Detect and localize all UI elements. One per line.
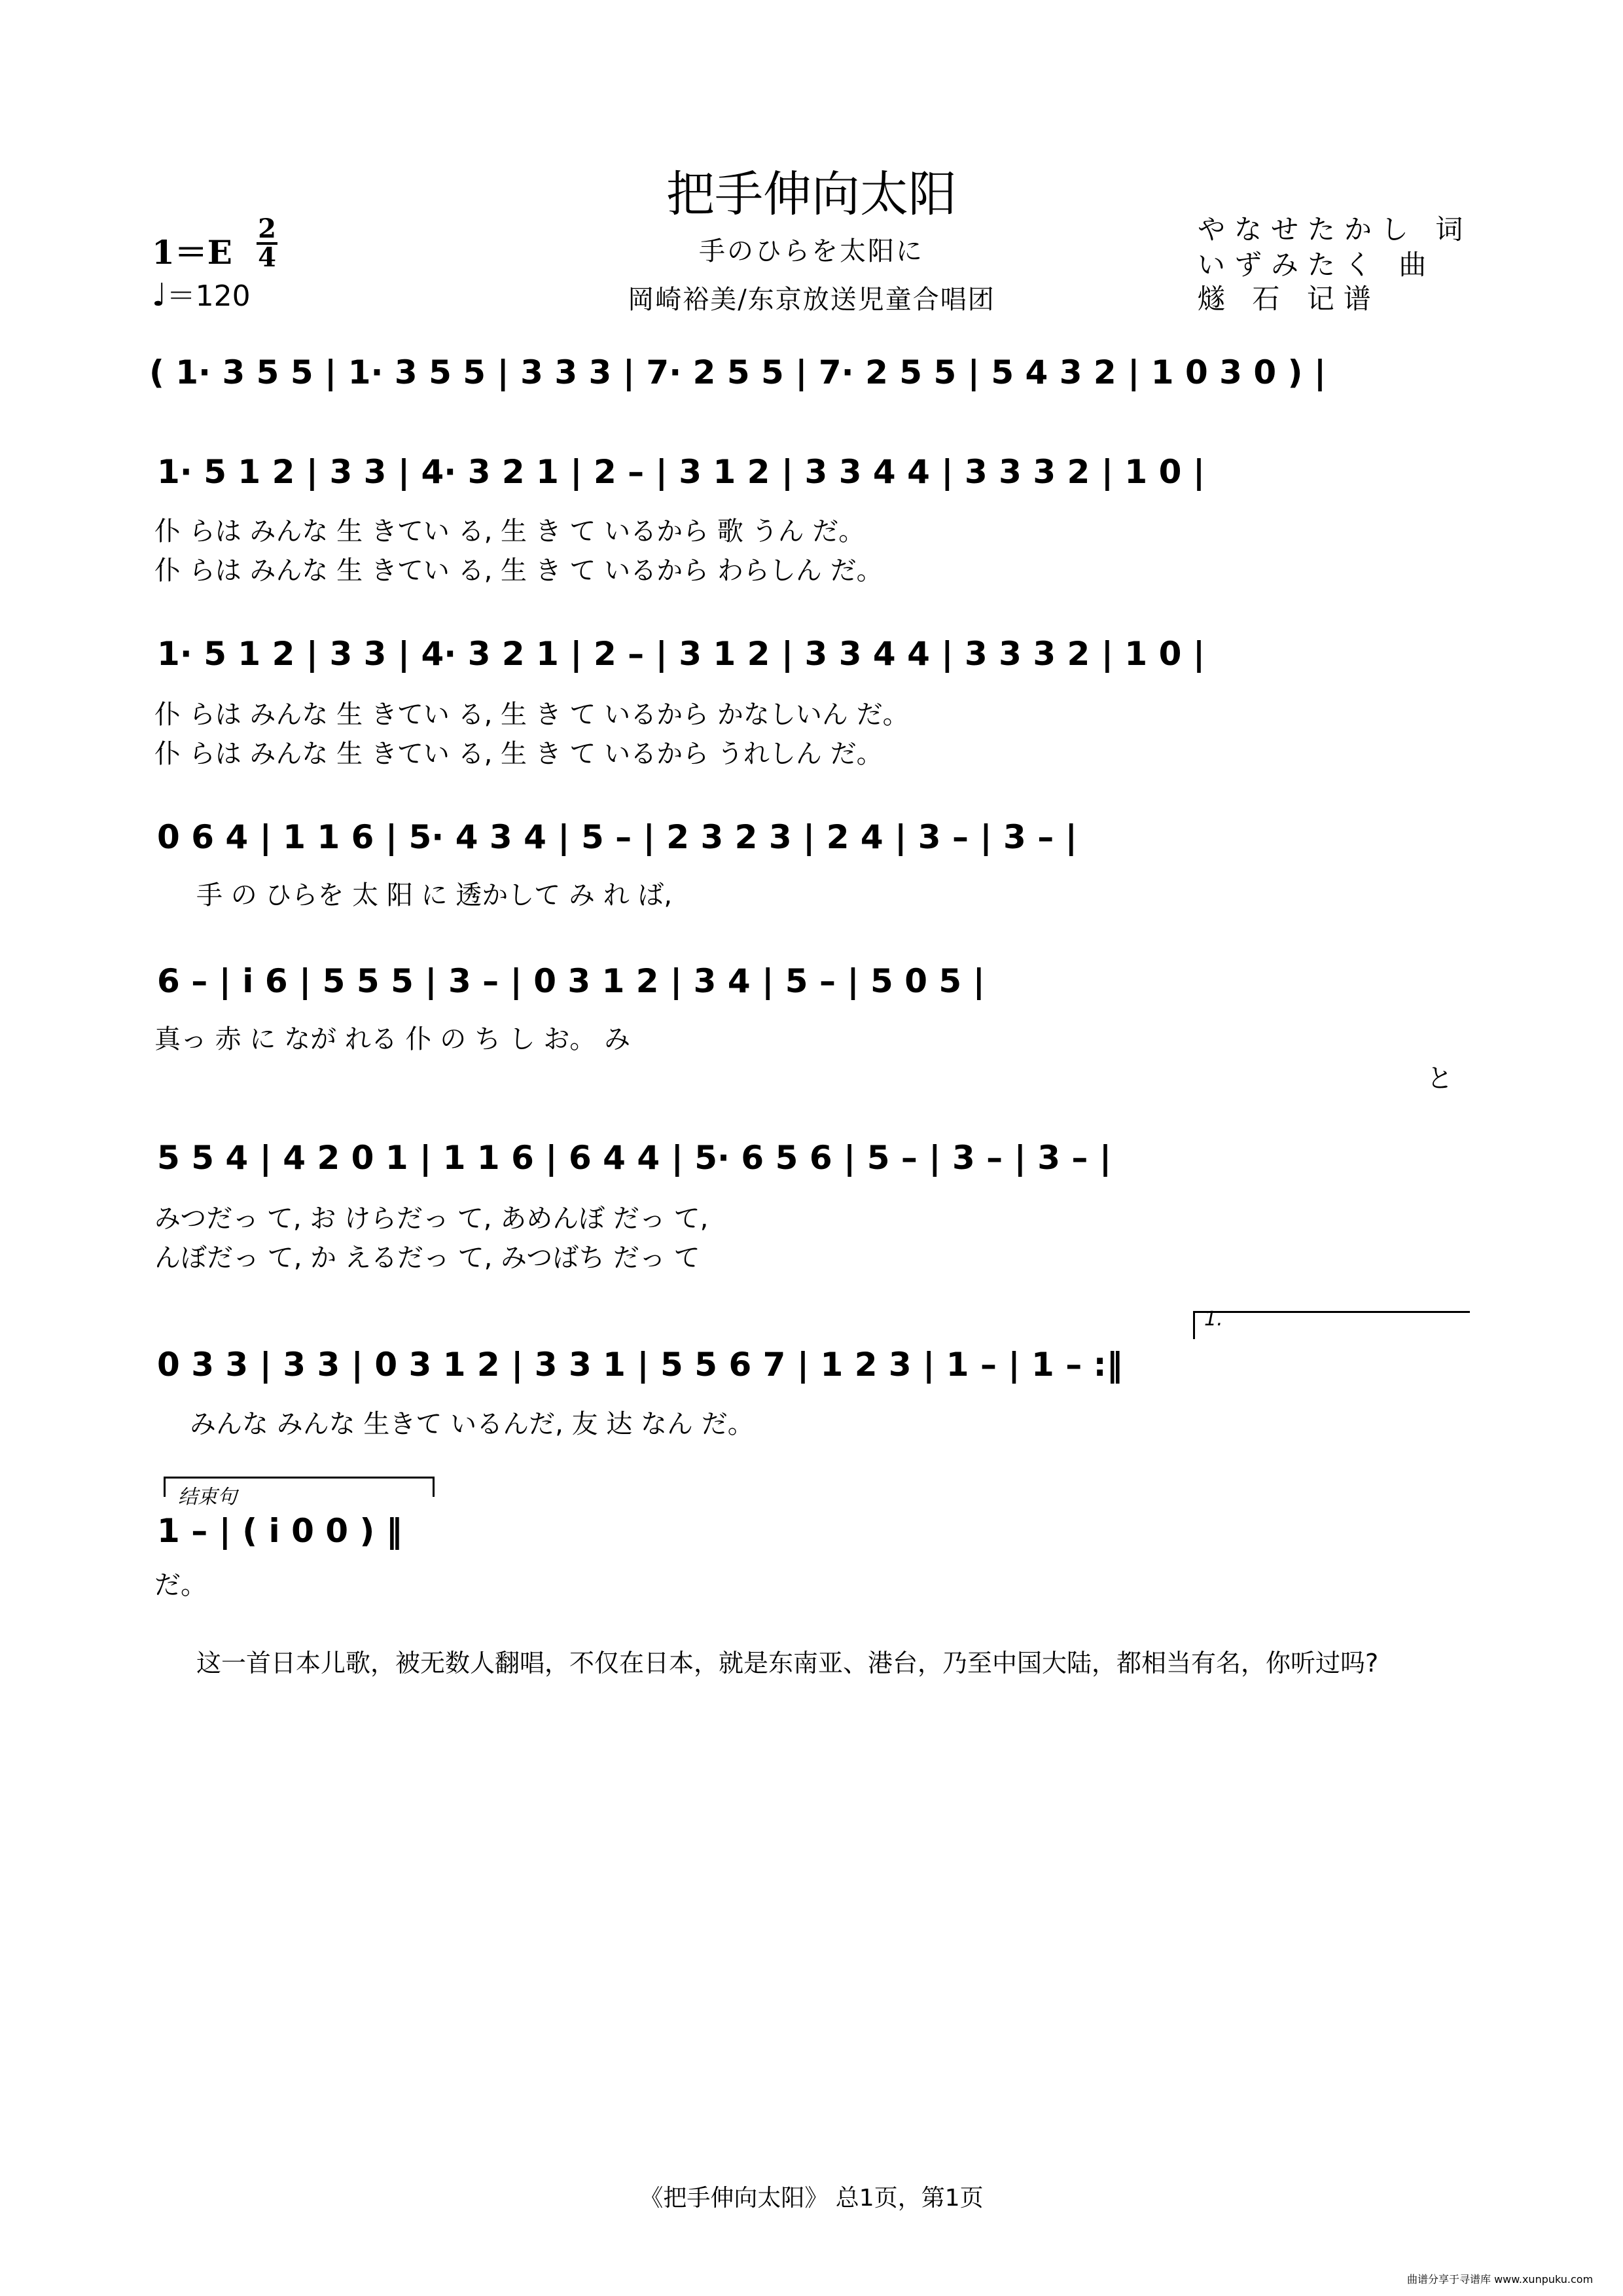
score-system-6: 5 5 4 | 4 2 0 1 | 1 1 6 | 6 4 4 | 5· 6 5 6 | 5 – | 3 – | 3 – | [157, 1139, 1112, 1177]
time-signature [254, 213, 280, 273]
lyricist-credit: やなせたかし 词 [1198, 213, 1472, 245]
lyrics-line: みつだっ て, お けらだっ て, あめんぼ だっ て, [154, 1204, 709, 1234]
subtitle: 手のひらを太阳に [699, 236, 924, 266]
performers: 岡崎裕美/东京放送児童合唱团 [628, 285, 995, 315]
lyrics-line: 真っ 赤 に なが れる 仆 の ち し お。 み [154, 1024, 631, 1054]
tempo-value: ＝120 [166, 279, 251, 313]
score-system-1: ( 1· 3 5 5 | 1· 3 5 5 | 3 3 3 | 7· 2 5 5 | 7· 2 5 5 | 5 4 3 2 | 1 0 3 0 ) | [149, 353, 1327, 391]
time-signature-bottom: 4 [258, 242, 276, 273]
quarter-note-icon: ♩ [152, 277, 167, 314]
watermark: 曲谱分享于寻谱库 www.xunpuku.com [1407, 2273, 1594, 2286]
lyrics-line: んぼだっ て, か えるだっ て, みつばち だっ て [154, 1243, 700, 1273]
lyrics-line: みんな みんな 生きて いるんだ, 友 达 なん だ。 [190, 1409, 754, 1439]
volta-label: 1. [1204, 1308, 1223, 1331]
page-footer: 《把手伸向太阳》 总1页，第1页 [639, 2185, 984, 2212]
page-title: 把手伸向太阳 [666, 166, 957, 223]
key-signature: 1＝E [152, 233, 232, 272]
lyrics-line: 仆 らは みんな 生 きてい る, 生 き て いるから 歌 うん だ。 [154, 516, 865, 547]
lyrics-line: 仆 らは みんな 生 きてい る, 生 き て いるから わらしん だ。 [154, 556, 883, 586]
composer-credit: いずみたく 曲 [1198, 249, 1436, 281]
volta-bracket [1193, 1311, 1470, 1339]
score-system-5: 6 – | i 6 | 5 5 5 | 3 – | 0 3 1 2 | 3 4 | 5 – | 5 0 5 | [157, 962, 985, 1000]
score-system-2: 1· 5 1 2 | 3 3 | 4· 3 2 1 | 2 – | 3 1 2 | 3 3 4 4 | 3 3 3 2 | 1 0 | [157, 453, 1205, 491]
lyrics-line: 手 の ひらを 太 阳 に 透かして み れ ば, [196, 880, 673, 910]
lyrics-line: 仆 らは みんな 生 きてい る, 生 き て いるから かなしいん だ。 [154, 700, 909, 730]
tempo-marking [152, 272, 251, 314]
transcriber-credit: 燧 石 记谱 [1198, 283, 1380, 315]
score-system-7: 0 3 3 | 3 3 | 0 3 1 2 | 3 3 1 | 5 5 6 7 | 1 2 3 | 1 – | 1 – :‖ [157, 1346, 1123, 1384]
score-system-4: 0 6 4 | 1 1 6 | 5· 4 3 4 | 5 – | 2 3 2 3 | 2 4 | 3 – | 3 – | [157, 818, 1077, 856]
lyrics-line: と [1427, 1064, 1453, 1094]
score-system-3: 1· 5 1 2 | 3 3 | 4· 3 2 1 | 2 – | 3 1 2 | 3 3 4 4 | 3 3 3 2 | 1 0 | [157, 635, 1205, 673]
score-system-8: 1 – | ( i 0 0 ) ‖ [157, 1512, 402, 1550]
ending-label: 结束句 [178, 1486, 237, 1509]
time-signature-top: 2 [258, 213, 276, 244]
comment-text: 这一首日本儿歌，被无数人翻唱，不仅在日本，就是东南亚、港台，乃至中国大陆，都相当有名，你听过吗? [196, 1649, 1379, 1677]
lyrics-line: だ。 [154, 1570, 207, 1600]
lyrics-line: 仆 らは みんな 生 きてい る, 生 き て いるから うれしん だ。 [154, 739, 883, 769]
